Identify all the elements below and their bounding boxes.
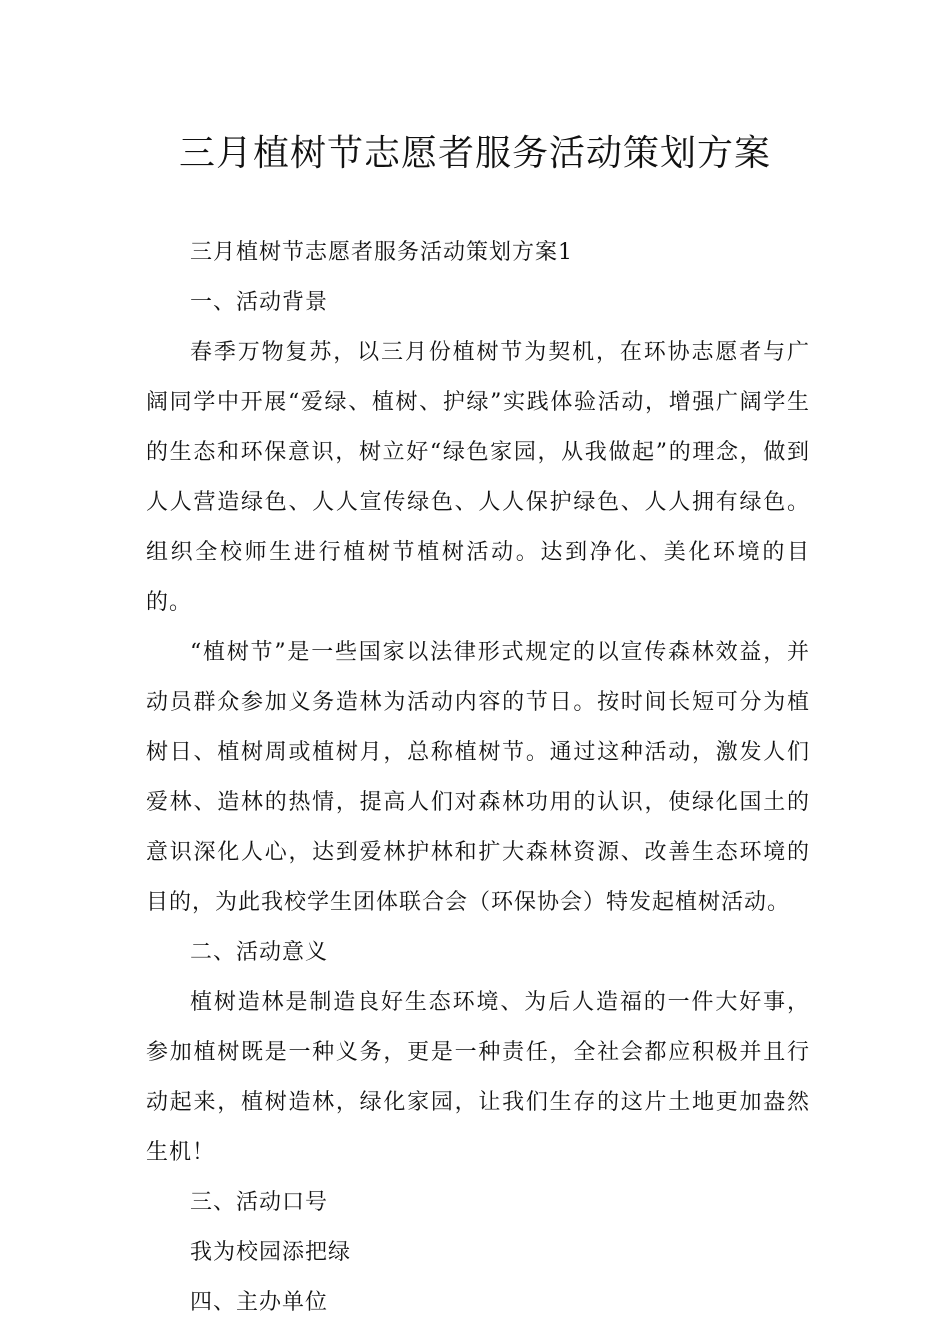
document-body: [146, 228, 810, 1328]
paragraph-background: 春季万物复苏，以三月份植树节为契机，在环协志愿者与广阔同学中开展“爱绿、植树、护绿”实践体验活动，增强广阔学生的生态和环保意识，树立好“绿色家园，从我做起”的理念，做到人人营造绿色、人人宣传绿色、人人保护绿色、人人拥有绿色。组织全校师生进行植树节植树活动。达到净化、美化环境的目的。: [146, 340, 810, 615]
document-title: 三月植树节志愿者服务活动策划方案: [178, 133, 771, 174]
paragraph-arbor-day: “植树节”是一些国家以法律形式规定的以宣传森林效益，并动员群众参加义务造林为活动内容的节日。按时间长短可分为植树日、植树周或植树月，总称植树节。通过这种活动，激发人们爱林、造林的热情，提高人们对森林功用的认识，使绿化国土的意识深化人心，达到爱林护林和扩大森林资源、改善生态环境的目的，为此我校学生团体联合会（环保协会）特发起植树活动。: [146, 640, 810, 915]
paragraph-significance: 植树造林是制造良好生态环境、为后人造福的一件大好事，参加植树既是一种义务，更是一种责任，全社会都应积极并且行动起来，植树造林，绿化家园，让我们生存的这片土地更加盎然生机！: [146, 990, 810, 1165]
paragraph-slogan: 我为校园添把绿: [190, 1240, 352, 1265]
section-heading-organizer: 四、主办单位: [190, 1290, 329, 1315]
section-heading-significance: 二、活动意义: [190, 940, 329, 965]
section-heading-slogan: 三、活动口号: [190, 1190, 329, 1215]
section-heading-plan: 三月植树节志愿者服务活动策划方案1: [190, 240, 573, 265]
section-heading-background: 一、活动背景: [190, 290, 329, 315]
